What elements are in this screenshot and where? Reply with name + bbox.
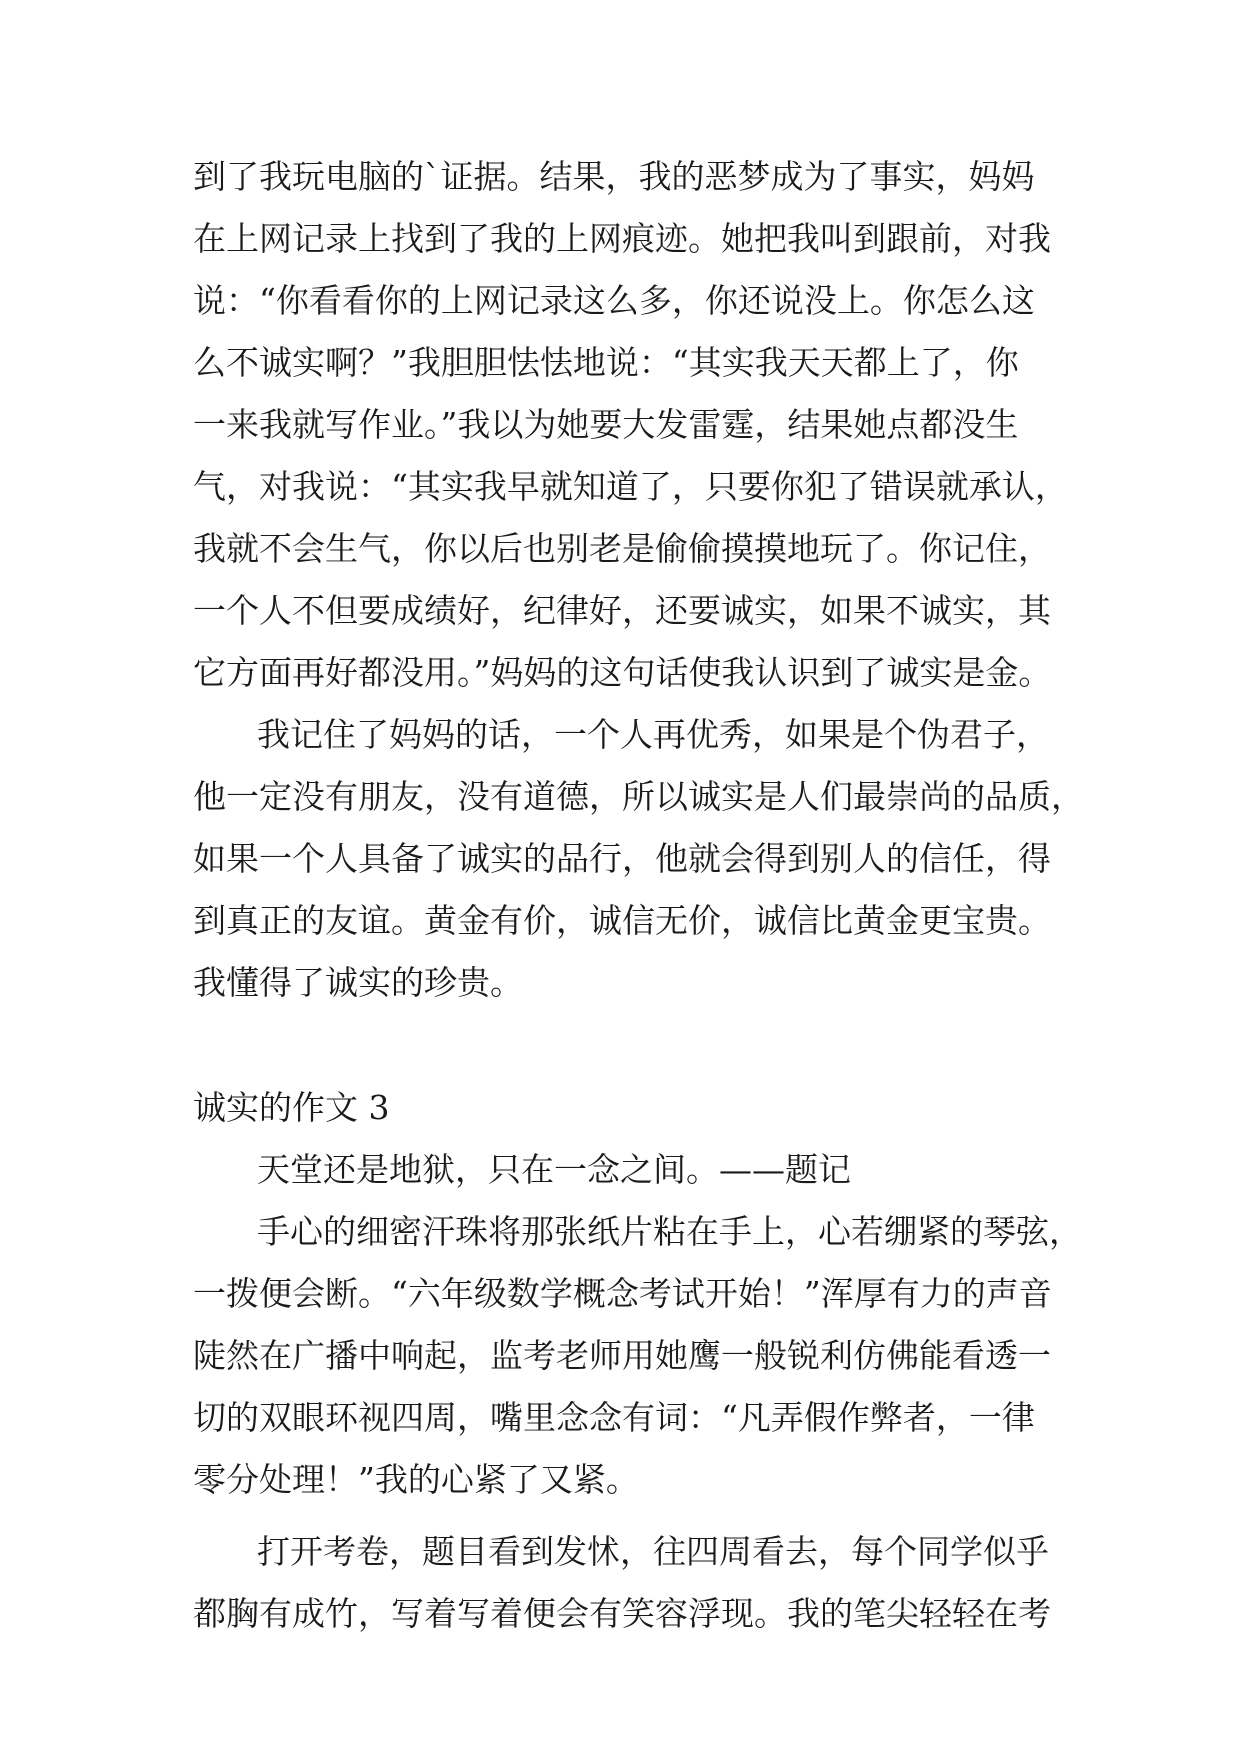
paragraph-line: 到真正的友谊。黄金有价，诚信无价，诚信比黄金更宝贵。 xyxy=(193,901,1051,940)
paragraph-line: 一个人不但要成绩好，纪律好，还要诚实，如果不诚实，其 xyxy=(193,591,1051,630)
paragraph-line: 我懂得了诚实的珍贵。 xyxy=(193,963,523,1002)
epigraph: 天堂还是地狱，只在一念之间。——题记 xyxy=(257,1150,851,1189)
paragraph-line: 气，对我说：“其实我早就知道了，只要你犯了错误就承认， xyxy=(193,467,1068,506)
paragraph-line: 我记住了妈妈的话，一个人再优秀，如果是个伪君子， xyxy=(257,715,1049,754)
paragraph-line: 打开考卷，题目看到发怵，往四周看去，每个同学似乎 xyxy=(257,1532,1049,1571)
paragraph-line: 陡然在广播中响起，监考老师用她鹰一般锐利仿佛能看透一 xyxy=(193,1336,1051,1375)
paragraph-line: 都胸有成竹，写着写着便会有笑容浮现。我的笔尖轻轻在考 xyxy=(193,1594,1051,1633)
paragraph-line: 如果一个人具备了诚实的品行，他就会得到别人的信任，得 xyxy=(193,839,1051,878)
paragraph-line: 它方面再好都没用。”妈妈的这句话使我认识到了诚实是金。 xyxy=(193,653,1052,692)
paragraph-line: 一来我就写作业。”我以为她要大发雷霆，结果她点都没生 xyxy=(193,405,1019,444)
paragraph-line: 他一定没有朋友，没有道德，所以诚实是人们最崇尚的品质， xyxy=(193,777,1084,816)
paragraph-line: 我就不会生气，你以后也别老是偷偷摸摸地玩了。你记住， xyxy=(193,529,1051,568)
paragraph-line: 到了我玩电脑的`证据。结果，我的恶梦成为了事实，妈妈 xyxy=(193,157,1035,196)
paragraph-line: 一拨便会断。“六年级数学概念考试开始！”浑厚有力的声音 xyxy=(193,1274,1052,1313)
paragraph-line: 么不诚实啊？”我胆胆怯怯地说：“其实我天天都上了，你 xyxy=(193,343,1019,382)
paragraph-line: 说：“你看看你的上网记录这么多，你还说没上。你怎么这 xyxy=(193,281,1035,320)
paragraph-line: 零分处理！”我的心紧了又紧。 xyxy=(193,1460,639,1499)
paragraph-line: 切的双眼环视四周，嘴里念念有词：“凡弄假作弊者，一律 xyxy=(193,1398,1035,1437)
essay-title: 诚实的作文 3 xyxy=(193,1088,390,1127)
paragraph-line: 手心的细密汗珠将那张纸片粘在手上，心若绷紧的琴弦， xyxy=(257,1212,1082,1251)
paragraph-line: 在上网记录上找到了我的上网痕迹。她把我叫到跟前，对我 xyxy=(193,219,1051,258)
